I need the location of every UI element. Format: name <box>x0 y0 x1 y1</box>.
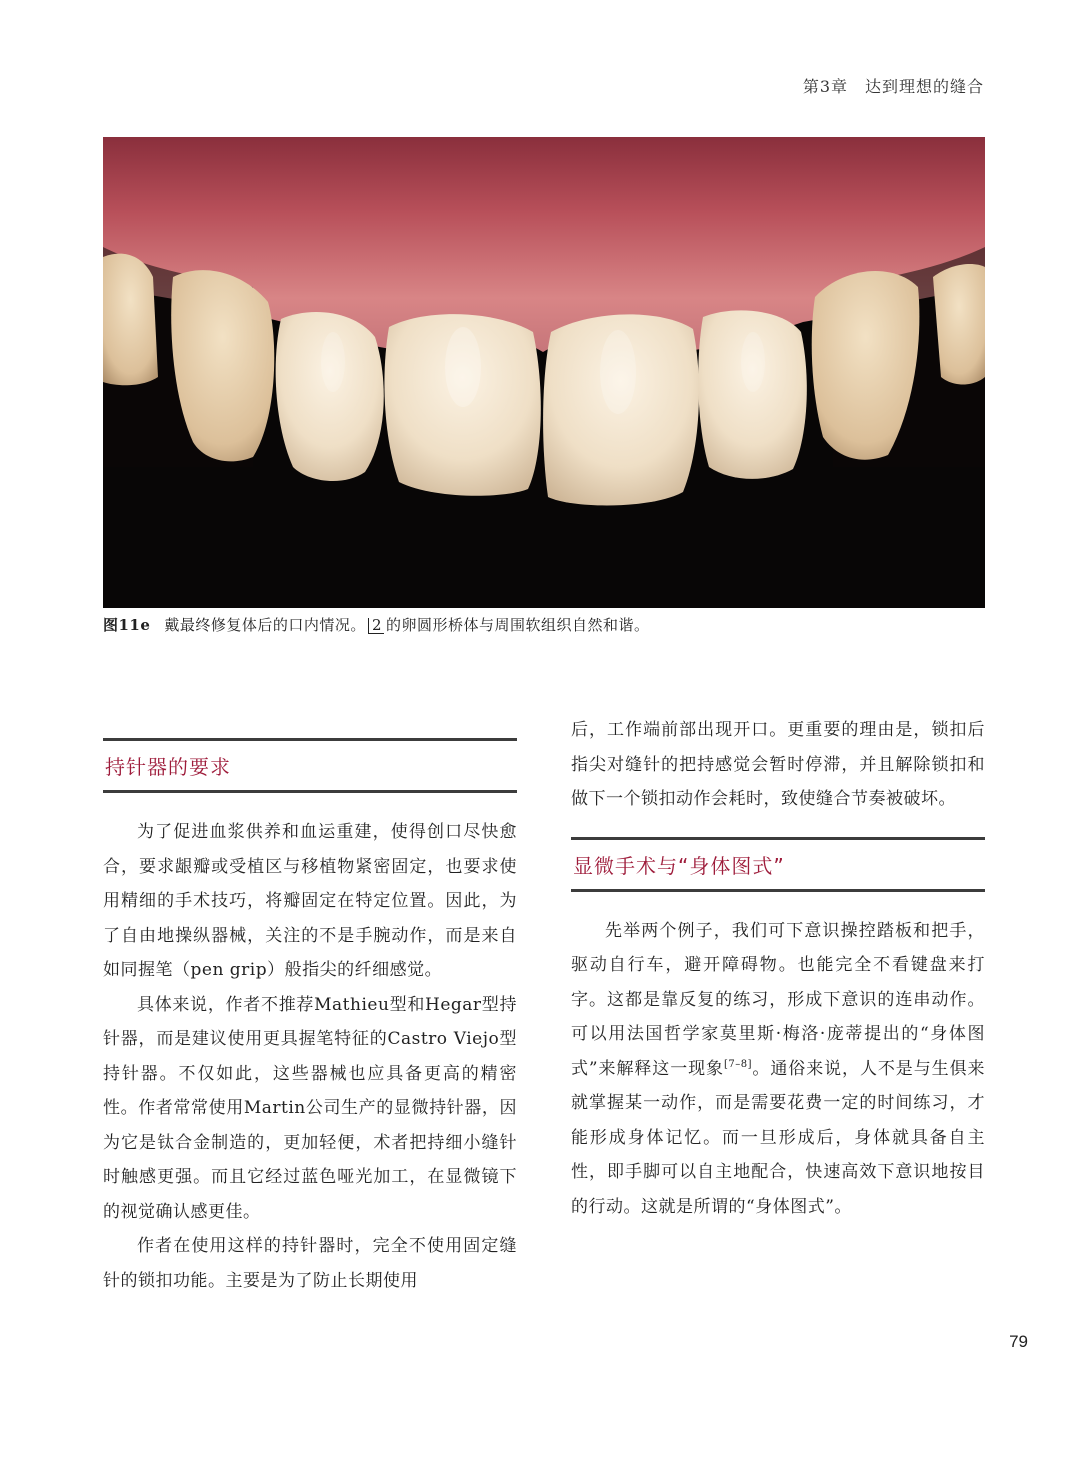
figure-caption <box>103 614 985 635</box>
tooth-number-notation: 2 <box>368 618 384 634</box>
paragraph-continuation: 后，工作端前部出现开口。更重要的理由是，锁扣后指尖对缝针的把持感觉会暂时停滞，并且解除锁扣和做下一个锁扣动作会耗时，致使缝合节奏被破坏。 <box>571 720 985 809</box>
section-heading-needle-holder: 持针器的要求 <box>103 738 517 793</box>
paragraph: 具体来说，作者不推荐Mathieu型和Hegar型持针器，而是建议使用更具握笔特征的Castro Viejo型持针器。不仅如此，这些器械也应具备更高的精密性。作者常常使用Martin公司生产的显微持针器，因为它是钛合金制造的，更加轻便，术者把持细小缝针时触感更强。而且它经过蓝色哑光加工，在显微镜下的视觉确认感更佳。 <box>103 994 517 1222</box>
caption-text-before: 戴最终修复体后的口内情况。 <box>164 616 366 634</box>
intraoral-photo <box>103 137 985 608</box>
page-number: 79 <box>1009 1332 1028 1351</box>
paragraph-text-before-ref: 先举两个例子，我们可下意识操控踏板和把手，驱动自行车，避开障碍物。也能完全不看键盘来打字。这都是靠反复的练习，形成下意识的连串动作。可以用法国哲学家莫里斯·梅洛·庞蒂提出的“身体图式”来解释这一现象 <box>571 920 985 1079</box>
right-column <box>571 713 985 1224</box>
caption-text-after: 的卵圆形桥体与周围软组织自然和谐。 <box>385 616 650 634</box>
paragraph <box>571 914 985 1225</box>
citation-reference: [7–8] <box>723 1058 753 1070</box>
paragraph: 作者在使用这样的持针器时，完全不使用固定缝针的锁扣功能。主要是为了防止长期使用 <box>103 1236 517 1291</box>
paragraph: 为了促进血浆供养和血运重建，使得创口尽快愈合，要求龈瓣或受植区与移植物紧密固定，也要求使用精细的手术技巧，将瓣固定在特定位置。因此，为了自由地操纵器械，关注的不是手腕动作，而是来自如同握笔（pen grip）般指尖的纤细感觉。 <box>103 822 517 980</box>
running-header: 第3章 达到理想的缝合 <box>802 77 984 96</box>
figure-label: 图11e <box>103 616 151 634</box>
paragraph-text-after-ref: 。通俗来说，人不是与生俱来就掌握某一动作，而是需要花费一定的时间练习，才能形成身体记忆。而一旦形成后，身体就具备自主性，即手脚可以自主地配合，快速高效下意识地按目的行动。这就是所谓的“身体图式”。 <box>571 1058 985 1217</box>
section-heading-body-schema: 显微手术与“身体图式” <box>571 837 985 892</box>
left-column <box>103 738 517 1298</box>
